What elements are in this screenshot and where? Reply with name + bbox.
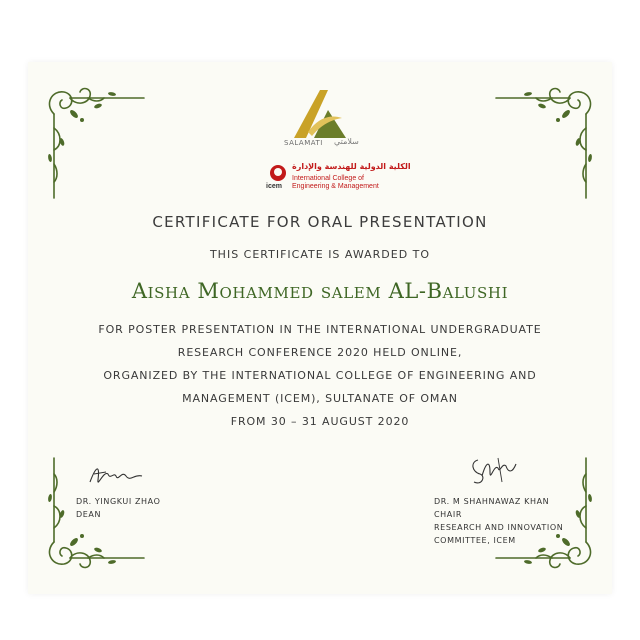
body-line-4: MANAGEMENT (ICEM), SULTANATE OF OMAN	[182, 392, 458, 405]
salamati-arabic-text: سلامتي	[334, 137, 359, 146]
icem-acronym: icem	[266, 183, 282, 190]
corner-ornament-top-left	[40, 84, 150, 204]
icem-emblem-icon	[270, 165, 286, 181]
recipient-name: Aisha Mohammed salem AL-Balushi	[131, 279, 509, 303]
icem-english-name	[292, 175, 379, 191]
awarded-line: THIS CERTIFICATE IS AWARDED TO	[209, 248, 431, 261]
signatory-right-role-1: CHAIR	[434, 510, 462, 519]
signatory-right-role-2: RESEARCH AND INNOVATION	[434, 523, 564, 532]
signatory-left-role: DEAN	[76, 510, 102, 519]
signatory-left-name: DR. YINGKUI ZHAO	[76, 497, 161, 506]
signatory-right-role-3: COMMITTEE, ICEM	[434, 536, 516, 545]
signature-right-icon	[468, 452, 524, 492]
body-line-3: ORGANIZED BY THE INTERNATIONAL COLLEGE OF ENGINEERING AND	[103, 369, 537, 382]
signature-left-icon	[86, 460, 148, 492]
salamati-latin-text: SALAMATI	[284, 139, 323, 147]
signatory-right	[434, 495, 563, 547]
icem-english-line-2: Engineering & Management	[292, 183, 379, 190]
certificate-title: CERTIFICATE FOR ORAL PRESENTATION	[152, 213, 488, 231]
salamati-brand	[284, 138, 374, 152]
signatory-right-name: DR. M SHAHNAWAZ KHAN	[434, 497, 550, 506]
icem-logo	[262, 159, 411, 199]
icem-arabic-name: الكلية الدولية للهندسة والإدارة	[292, 162, 411, 171]
certificate-body	[0, 318, 640, 433]
body-line-1: FOR POSTER PRESENTATION IN THE INTERNATIONAL UNDERGRADUATE	[98, 323, 542, 336]
body-line-2: RESEARCH CONFERENCE 2020 HELD ONLINE,	[177, 346, 463, 359]
body-line-5: FROM 30 – 31 AUGUST 2020	[230, 415, 410, 428]
corner-ornament-top-right	[490, 84, 600, 204]
signatory-left	[76, 495, 160, 521]
icem-english-line-1: International College of	[292, 175, 364, 182]
